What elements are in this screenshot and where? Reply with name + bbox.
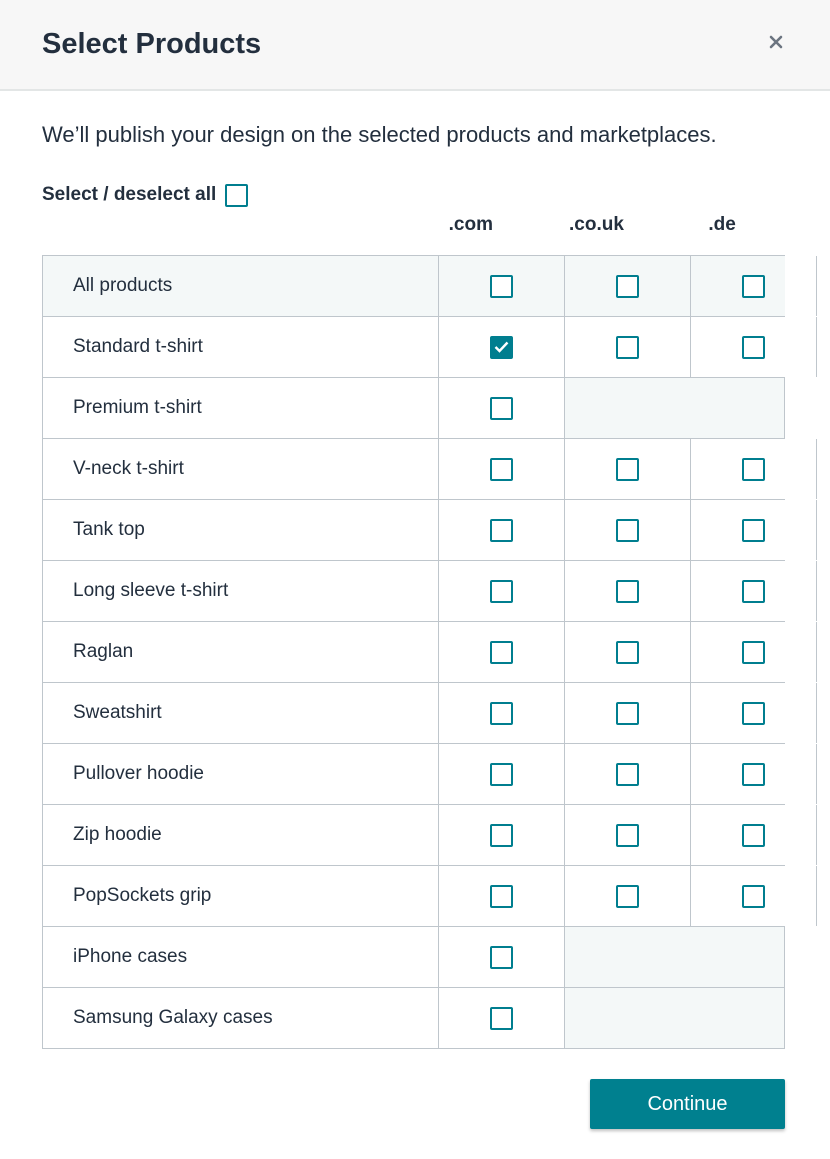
product-name: Pullover hoodie	[43, 744, 439, 804]
checkbox-zip-hoodie-com[interactable]	[490, 824, 513, 847]
checkbox-tank-top-com[interactable]	[490, 519, 513, 542]
marketplace-cell	[691, 439, 817, 499]
marketplace-cell	[439, 500, 565, 560]
checkbox-standard-t-shirt-co-uk[interactable]	[616, 336, 639, 359]
product-name: PopSockets grip	[43, 866, 439, 926]
product-row	[43, 500, 785, 561]
product-name: Tank top	[43, 500, 439, 560]
product-name: Zip hoodie	[43, 805, 439, 865]
checkbox-popsockets-grip-de[interactable]	[742, 885, 765, 908]
checkbox-all-products-de[interactable]	[742, 275, 765, 298]
select-all-row	[42, 183, 248, 207]
checkbox-standard-t-shirt-de[interactable]	[742, 336, 765, 359]
checkbox-tank-top-de[interactable]	[742, 519, 765, 542]
marketplace-cell	[439, 378, 565, 438]
checkbox-pullover-hoodie-de[interactable]	[742, 763, 765, 786]
checkbox-zip-hoodie-co-uk[interactable]	[616, 824, 639, 847]
checkbox-sweatshirt-de[interactable]	[742, 702, 765, 725]
product-row	[43, 927, 785, 988]
checkbox-raglan-de[interactable]	[742, 641, 765, 664]
marketplace-cell	[691, 256, 817, 316]
marketplace-cell	[565, 317, 691, 377]
all-products-row	[43, 256, 785, 317]
product-row	[43, 622, 785, 683]
checkbox-popsockets-grip-co-uk[interactable]	[616, 885, 639, 908]
product-row	[43, 744, 785, 805]
modal-title: Select Products	[42, 28, 262, 60]
checkbox-long-sleeve-t-shirt-co-uk[interactable]	[616, 580, 639, 603]
close-icon	[769, 35, 783, 49]
product-row	[43, 378, 785, 439]
checkbox-premium-t-shirt-com[interactable]	[490, 397, 513, 420]
marketplace-cell	[691, 805, 817, 865]
checkbox-standard-t-shirt-com[interactable]	[490, 336, 513, 359]
product-name: Sweatshirt	[43, 683, 439, 743]
checkbox-sweatshirt-co-uk[interactable]	[616, 702, 639, 725]
unavailable-cell	[565, 988, 785, 1048]
marketplace-cell	[691, 622, 817, 682]
checkbox-popsockets-grip-com[interactable]	[490, 885, 513, 908]
marketplace-header: .de	[708, 214, 736, 235]
checkbox-pullover-hoodie-co-uk[interactable]	[616, 763, 639, 786]
unavailable-cell	[565, 378, 785, 438]
marketplace-cell	[439, 927, 565, 987]
marketplace-cell	[691, 683, 817, 743]
checkbox-v-neck-t-shirt-com[interactable]	[490, 458, 513, 481]
select-all-label: Select / deselect all	[42, 184, 217, 205]
product-row	[43, 866, 785, 927]
product-row	[43, 805, 785, 866]
product-row	[43, 988, 785, 1049]
product-name: V-neck t-shirt	[43, 439, 439, 499]
marketplace-cell	[565, 622, 691, 682]
marketplace-header: .co.uk	[569, 214, 624, 235]
checkbox-samsung-galaxy-cases-com[interactable]	[490, 1007, 513, 1030]
marketplace-cell	[565, 805, 691, 865]
product-row	[43, 317, 785, 378]
checkbox-raglan-co-uk[interactable]	[616, 641, 639, 664]
marketplace-cell	[565, 683, 691, 743]
product-name: Raglan	[43, 622, 439, 682]
product-name: Long sleeve t-shirt	[43, 561, 439, 621]
marketplace-cell	[691, 500, 817, 560]
checkbox-iphone-cases-com[interactable]	[490, 946, 513, 969]
marketplace-cell	[439, 866, 565, 926]
checkmark-icon	[494, 341, 509, 353]
modal-header	[0, 0, 830, 91]
marketplace-cell	[691, 744, 817, 804]
product-row	[43, 439, 785, 500]
marketplace-cell	[439, 805, 565, 865]
select-all-checkbox[interactable]	[225, 184, 248, 207]
continue-button[interactable]: Continue	[590, 1079, 785, 1129]
product-name: Samsung Galaxy cases	[43, 988, 439, 1048]
product-marketplace-table	[42, 255, 785, 1049]
marketplace-cell	[565, 256, 691, 316]
marketplace-cell	[691, 866, 817, 926]
product-name: iPhone cases	[43, 927, 439, 987]
product-name: All products	[43, 256, 439, 316]
checkbox-tank-top-co-uk[interactable]	[616, 519, 639, 542]
marketplace-cell	[439, 439, 565, 499]
product-name: Standard t-shirt	[43, 317, 439, 377]
marketplace-cell	[439, 683, 565, 743]
checkbox-long-sleeve-t-shirt-com[interactable]	[490, 580, 513, 603]
checkbox-sweatshirt-com[interactable]	[490, 702, 513, 725]
checkbox-raglan-com[interactable]	[490, 641, 513, 664]
product-row	[43, 561, 785, 622]
checkbox-v-neck-t-shirt-de[interactable]	[742, 458, 765, 481]
marketplace-cell	[439, 317, 565, 377]
marketplace-cell	[439, 561, 565, 621]
marketplace-cell	[565, 866, 691, 926]
marketplace-cell	[565, 439, 691, 499]
checkbox-zip-hoodie-de[interactable]	[742, 824, 765, 847]
marketplace-header: .com	[448, 214, 493, 235]
product-row	[43, 683, 785, 744]
checkbox-all-products-com[interactable]	[490, 275, 513, 298]
marketplace-cell	[565, 744, 691, 804]
marketplace-cell	[439, 256, 565, 316]
close-button[interactable]	[762, 28, 790, 56]
checkbox-long-sleeve-t-shirt-de[interactable]	[742, 580, 765, 603]
unavailable-cell	[565, 927, 785, 987]
marketplace-cell	[439, 622, 565, 682]
modal-description: We’ll publish your design on the selected products and marketplaces.	[42, 122, 717, 147]
marketplace-cell	[691, 317, 817, 377]
marketplace-cell	[691, 561, 817, 621]
marketplace-headers	[408, 212, 785, 238]
marketplace-cell	[565, 500, 691, 560]
checkbox-all-products-co-uk[interactable]	[616, 275, 639, 298]
marketplace-cell	[565, 561, 691, 621]
checkbox-pullover-hoodie-com[interactable]	[490, 763, 513, 786]
checkbox-v-neck-t-shirt-co-uk[interactable]	[616, 458, 639, 481]
marketplace-cell	[439, 988, 565, 1048]
marketplace-cell	[439, 744, 565, 804]
product-name: Premium t-shirt	[43, 378, 439, 438]
